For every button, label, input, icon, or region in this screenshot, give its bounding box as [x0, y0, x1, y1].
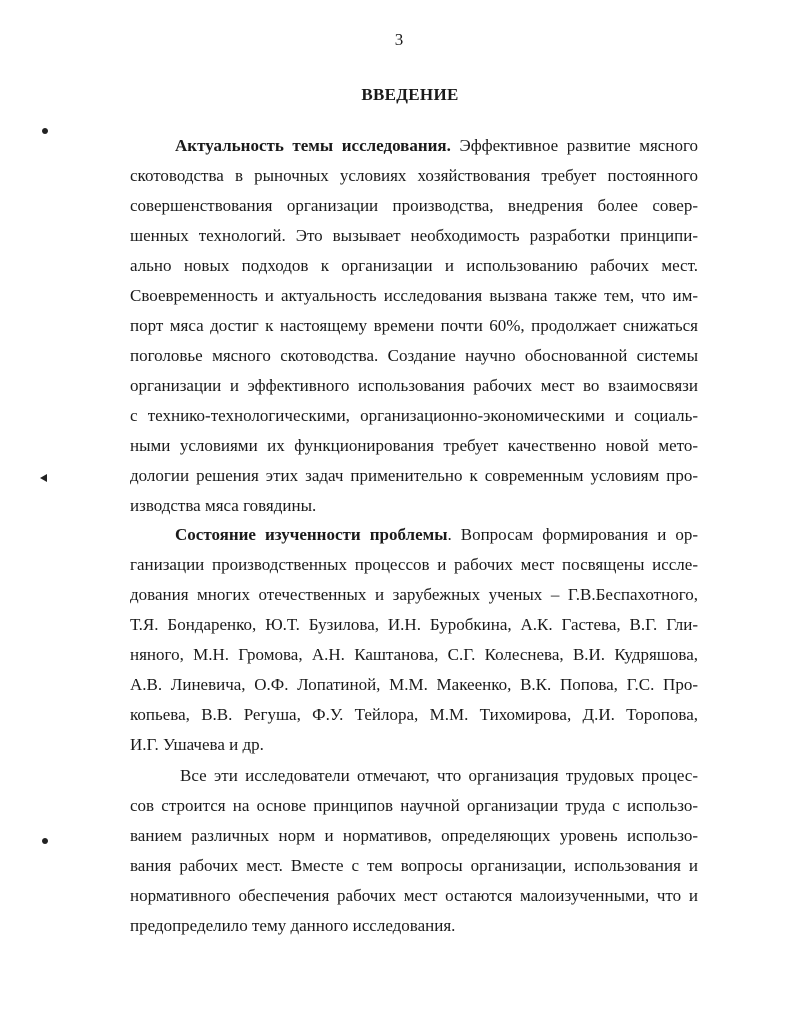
paragraph-line: дования многих отечественных и зарубежных ученых – Г.В.Беспахотного, [130, 585, 698, 604]
paragraph-line: ными условиями их функционирования требует качественно новой мето- [130, 436, 698, 455]
paragraph-line: Своевременность и актуальность исследования вызвана также тем, что им- [130, 286, 698, 305]
paragraph-line: ганизации производственных процессов и рабочих мест посвящены иссле- [130, 555, 698, 574]
paragraph-line: организации и эффективного использования рабочих мест во взаимосвязи [130, 376, 698, 395]
paragraph-relevance [130, 131, 698, 521]
paragraph-line: А.В. Линевича, О.Ф. Лопатиной, М.М. Макеенко, В.К. Попова, Г.С. Про- [130, 675, 698, 694]
paragraph-line: скотоводства в рыночных условиях хозяйствования требует постоянного [130, 166, 698, 185]
relevance-heading: Актуальность темы исследования. [175, 136, 451, 155]
paragraph-state-of-research [130, 520, 698, 760]
paragraph-first-line: Актуальность темы исследования. Эффективное развитие мясного [175, 136, 698, 155]
paragraph-line: вания рабочих мест. Вместе с тем вопросы организации, использования и [130, 856, 698, 875]
paragraph-line: копьева, В.В. Регуша, Ф.У. Тейлора, М.М. Тихомирова, Д.И. Торопова, [130, 705, 698, 724]
paragraph-line: дологии решения этих задач применительно к современным условиям про- [130, 466, 698, 485]
paragraph-last-line: И.Г. Ушачева и др. [130, 735, 264, 754]
paragraph-last-line: предопределило тему данного исследования. [130, 916, 456, 935]
paragraph-line: Т.Я. Бондаренко, Ю.Т. Бузилова, И.Н. Буробкина, А.К. Гастева, В.Г. Гли- [130, 615, 698, 634]
paragraph-line: нормативного обеспечения рабочих мест остаются малоизученными, что и [130, 886, 698, 905]
state-heading: Состояние изученности проблемы [175, 525, 448, 544]
paragraph-line: порт мяса достиг к настоящему времени почти 60%, продолжает снижаться [130, 316, 698, 335]
paragraph-researchers-note [130, 761, 698, 941]
paragraph-line: сов строится на основе принципов научной организации труда с использо- [130, 796, 698, 815]
paragraph-line: шенных технологий. Это вызывает необходимость разработки принципи- [130, 226, 698, 245]
paragraph-first-line: Все эти исследователи отмечают, что организация трудовых процес- [180, 766, 698, 785]
paragraph-first-line: Состояние изученности проблемы. Вопросам формирования и ор- [175, 525, 698, 544]
page-number: 3 [394, 30, 404, 49]
paragraph-line: ванием различных норм и нормативов, определяющих уровень использо- [130, 826, 698, 845]
paragraph-line: ально новых подходов к организации и использованию рабочих мест. [130, 256, 698, 275]
paragraph-line: совершенствования организации производства, внедрения более совер- [130, 196, 698, 215]
section-title: ВВЕДЕНИЕ [361, 85, 459, 104]
binding-mark-arrow [40, 474, 47, 482]
paragraph-last-line: изводства мяса говядины. [130, 496, 317, 515]
paragraph-line: няного, М.Н. Громова, А.Н. Каштанова, С.Г. Колеснева, В.И. Кудряшова, [130, 645, 698, 664]
binding-mark-dot [42, 128, 48, 134]
paragraph-line: с технико-технологическими, организационно-экономическими и социаль- [130, 406, 698, 425]
binding-mark-dot [42, 838, 48, 844]
paragraph-line: поголовье мясного скотоводства. Создание научно обоснованной системы [130, 346, 698, 365]
